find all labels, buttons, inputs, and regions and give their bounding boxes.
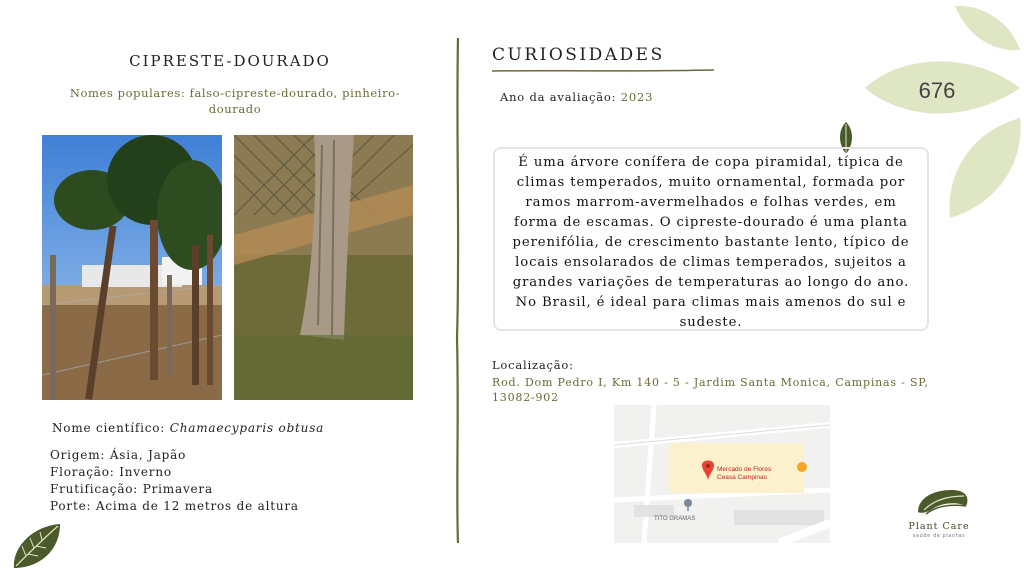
popular-names: Nomes populares: falso-cipreste-dourado, pinheiro-dourado (69, 86, 401, 116)
brand-name: Plant Care (908, 521, 970, 532)
scientific-name-label: Nome científico: (52, 421, 170, 435)
scientific-name (52, 421, 324, 435)
scientific-name-value: Chamaecyparis obtusa (169, 421, 325, 435)
fruiting: Frutificação: Primavera (50, 482, 213, 496)
map-place-line1: Mercado de Flores (717, 466, 772, 473)
plant-photo-trunk (234, 135, 413, 400)
location-map[interactable] (614, 405, 830, 543)
location-label: Localização: (492, 358, 574, 372)
column-divider (455, 38, 461, 543)
plant-care-logo (900, 486, 980, 526)
origin: Origem: Ásia, Japão (50, 448, 187, 462)
curiosidades-title: CURIOSIDADES (492, 45, 665, 65)
plant-photo-trees (42, 135, 222, 400)
evaluation-year (500, 90, 653, 104)
location-address: Rod. Dom Pedro I, Km 140 - 5 - Jardim Santa Monica, Campinas - SP, 13082-902 (492, 376, 929, 404)
flowering: Floração: Inverno (50, 465, 172, 479)
year-label: Ano da avaliação: (500, 90, 621, 104)
description-text: É uma árvore conífera de copa piramidal, típica de climas temperados, muito ornamental, formada por ramos marrom-avermelhados e folhas verdes, em forma de escamas. O cipreste-dourado é uma planta perenifólia, de crescimento bastante lento, típico de locais ensolarados de climas temperados, sujeitos a grandes variações de temperaturas ao longo do ano. No Brasil, é ideal para climas mais amenos do sul e sudeste. (512, 155, 910, 330)
map-street-label: TITO GRAMAS (654, 516, 696, 522)
year-value: 2023 (620, 90, 654, 104)
map-place-line2: Ceasa Campinas (717, 474, 767, 481)
size: Porte: Acima de 12 metros de altura (50, 499, 299, 513)
description-box (493, 147, 929, 331)
plant-number-badge: 676 (918, 78, 956, 103)
plant-title: CIPRESTE-DOURADO (129, 52, 331, 70)
title-underline (492, 68, 714, 74)
brand-tagline: saúde de plantas (912, 533, 966, 539)
leaf-icon (8, 520, 64, 572)
plant-facts (50, 447, 299, 515)
